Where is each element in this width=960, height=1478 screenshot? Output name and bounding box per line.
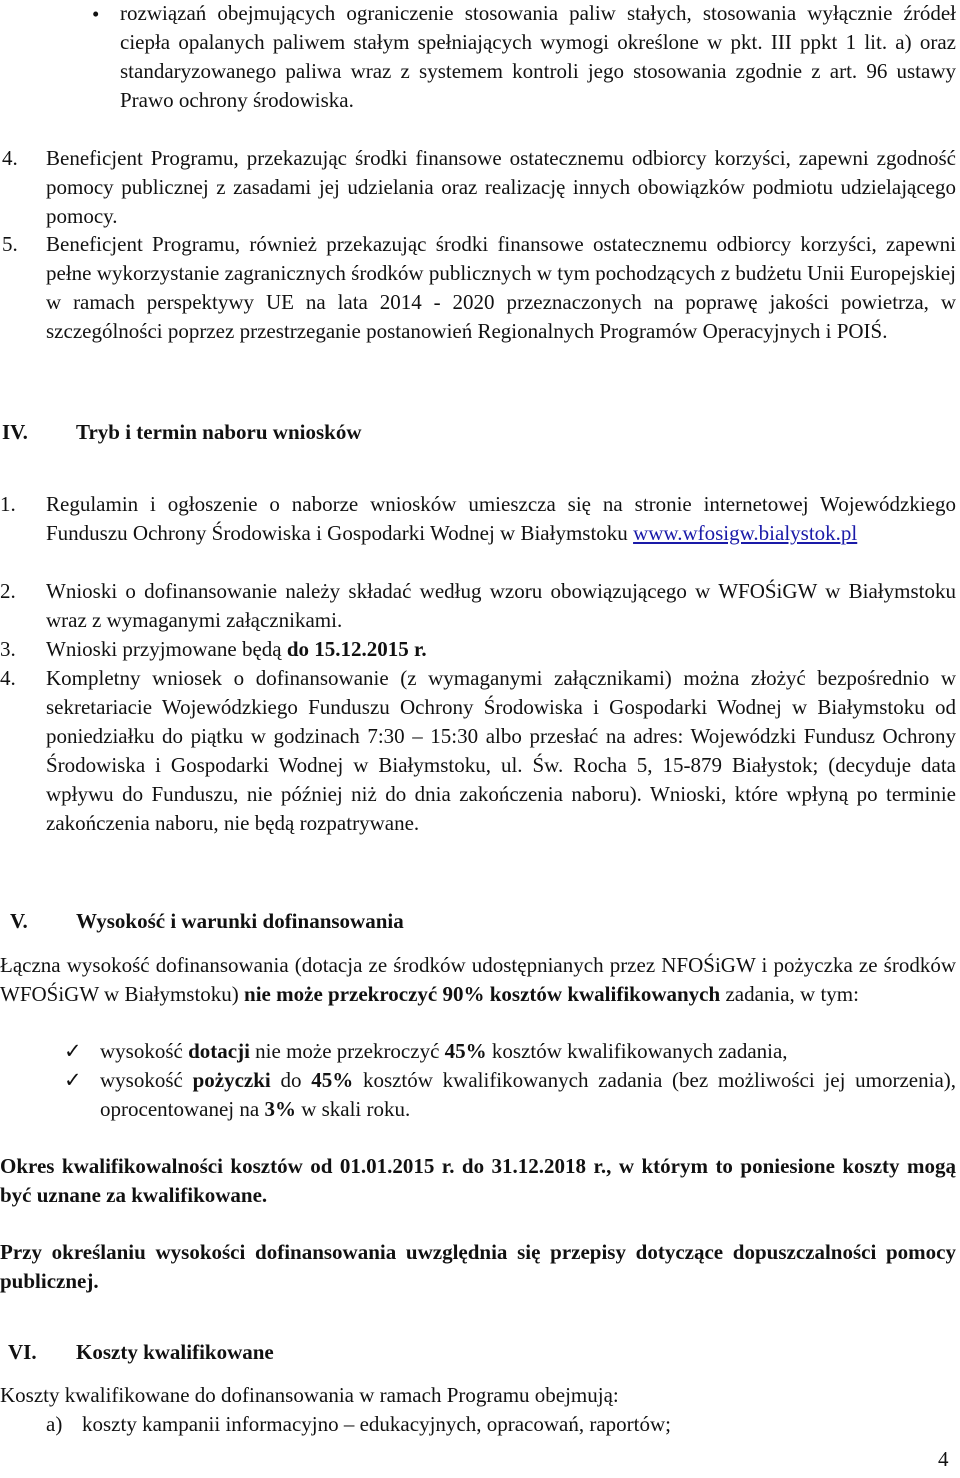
item-number: 2. <box>0 579 16 603</box>
section-v-title: Wysokość i warunki dofinansowania <box>76 909 404 933</box>
section-iv-number: IV. <box>2 420 28 444</box>
section-iv-title: Tryb i termin naboru wniosków <box>76 420 362 444</box>
check-text: w skali roku. <box>301 1097 411 1121</box>
check-bold: 45% <box>311 1068 354 1092</box>
page-number: 4 <box>938 1447 949 1471</box>
public-aid-text: Przy określaniu wysokości dofinansowania uwzględnia się przepisy dotyczące dopuszczalności pomocy publicznej. <box>0 1240 956 1293</box>
costs-intro <box>0 1381 956 1410</box>
funding-intro-text: Łączna wysokość dofinansowania (dotacja ze środków udostępnianych przez NFOŚiGW i pożyczka ze środków WFOŚiGW w Białymstoku) <box>0 953 956 1006</box>
bullet-marker: • <box>92 2 100 26</box>
item-4-submission-text: Kompletny wniosek o dofinansowanie (z wymaganymi załącznikami) można złożyć bezpośrednio w sekretariacie Wojewódzkiego Funduszu Ochrony Środowiska i Gospodarki Wodnej w Białymstoku od poniedziałku do piątku w godzinach 7:30 – 15:30 albo przesłać na adres: Wojewódzki Fundusz Ochrony Środowiska i Gospodarki Wodnej w Białymstoku, ul. Św. Rocha 5, 15-879 Białystok; (decyduje data wpływu do Funduszu, nie później niż do dnia zakończenia naboru). Wnioski, które wpłyną po terminie zakończenia naboru, nie będą rozpatrywane. <box>46 666 956 835</box>
funding-intro <box>0 951 956 1009</box>
section-iv-item-2 <box>46 577 956 635</box>
item-4-paragraph <box>46 144 956 231</box>
check-bold: 3% <box>264 1097 296 1121</box>
item-5-text: Beneficjent Programu, również przekazując środki finansowe ostatecznemu odbiorcy korzyści, zapewni pełne wykorzystanie zagranicznych środków publicznych w tym pochodzących z budżetu Unii Europejskiej w ramach perspektywy UE na lata 2014 - 2020 przeznaczonych na poprawę jakości powietrza, w szczególności poprzez przestrzeganie postanowień Regionalnych Programów Operacyjnych i POIŚ. <box>46 232 956 343</box>
check-bold: pożyczki <box>192 1068 271 1092</box>
check-text: kosztów kwalifikowanych zadania (bez możliwości jej umorzenia), oprocentowanej na <box>100 1068 957 1121</box>
check-text: nie może przekroczyć <box>255 1039 440 1063</box>
deadline-date: do 15.12.2015 r. <box>286 637 427 661</box>
section-v-number: V. <box>10 909 28 933</box>
costs-item-a <box>82 1410 952 1439</box>
check-item-1 <box>100 1037 956 1066</box>
item-3-text: Wnioski przyjmowane będą <box>46 637 282 661</box>
section-iv-item-1 <box>46 490 956 548</box>
section-iv-item-4 <box>46 664 956 838</box>
check-text: do <box>280 1068 302 1092</box>
item-5-paragraph <box>46 230 956 346</box>
check-text: wysokość <box>100 1039 183 1063</box>
section-vi-number: VI. <box>8 1340 37 1364</box>
costs-intro-text: Koszty kwalifikowane do dofinansowania w ramach Programu obejmują: <box>0 1383 619 1407</box>
check-icon: ✓ <box>64 1039 82 1063</box>
check-bold: dotacji <box>188 1039 250 1063</box>
check-icon: ✓ <box>64 1068 82 1092</box>
section-iv-item-3 <box>46 635 956 664</box>
check-item-2 <box>100 1066 956 1124</box>
bullet-text: rozwiązań obejmujących ograniczenie stosowania paliw stałych, stosowania wyłącznie źródeł ciepła opalanych paliwem stałym spełniających wymogi określone w pkt. III ppkt 1 lit. a) oraz standaryzowanego paliwa wraz z systemem kontroli jego stosowania zgodnie z art. 96 ustawy Prawo ochrony środowiska. <box>120 1 956 112</box>
check-text: wysokość <box>100 1068 183 1092</box>
item-number: 4. <box>2 146 18 170</box>
bullet-paragraph <box>120 0 956 115</box>
item-number: 4. <box>0 666 16 690</box>
check-text: kosztów kwalifikowanych zadania, <box>491 1039 788 1063</box>
eligibility-period <box>0 1152 956 1210</box>
item-number: 5. <box>2 232 18 256</box>
item-1-text: Regulamin i ogłoszenie o naborze wniosków umieszcza się na stronie internetowej Wojewódzkiego Funduszu Ochrony Środowiska i Gospodarki Wodnej w Białymstoku <box>46 492 956 545</box>
wfosigw-link[interactable]: www.wfosigw.bialystok.pl <box>633 521 858 545</box>
item-2-text: Wnioski o dofinansowanie należy składać według wzoru obowiązującego w WFOŚiGW w Białymstoku wraz z wymaganymi załącznikami. <box>46 579 956 632</box>
item-label: a) <box>46 1412 63 1436</box>
funding-limit: nie może przekroczyć 90% kosztów kwalifikowanych <box>244 982 721 1006</box>
check-bold: 45% <box>444 1039 487 1063</box>
section-vi-title: Koszty kwalifikowane <box>76 1340 274 1364</box>
costs-item-a-text: koszty kampanii informacyjno – edukacyjnych, opracowań, raportów; <box>82 1412 671 1436</box>
item-number: 3. <box>0 637 16 661</box>
public-aid-note <box>0 1238 956 1296</box>
period-dates: Okres kwalifikowalności kosztów od 01.01.2015 r. do 31.12.2018 r. <box>0 1154 607 1178</box>
item-number: 1. <box>0 492 16 516</box>
item-4-text: Beneficjent Programu, przekazując środki finansowe ostatecznemu odbiorcy korzyści, zapewni zgodność pomocy publicznej z zasadami jej udzielania oraz realizację innych obowiązków podmiotu udzielającego pomocy. <box>46 146 956 228</box>
funding-intro-end: zadania, w tym: <box>725 982 859 1006</box>
period-rest: , w którym to poniesione koszty mogą być uznane za kwalifikowane. <box>0 1154 957 1207</box>
